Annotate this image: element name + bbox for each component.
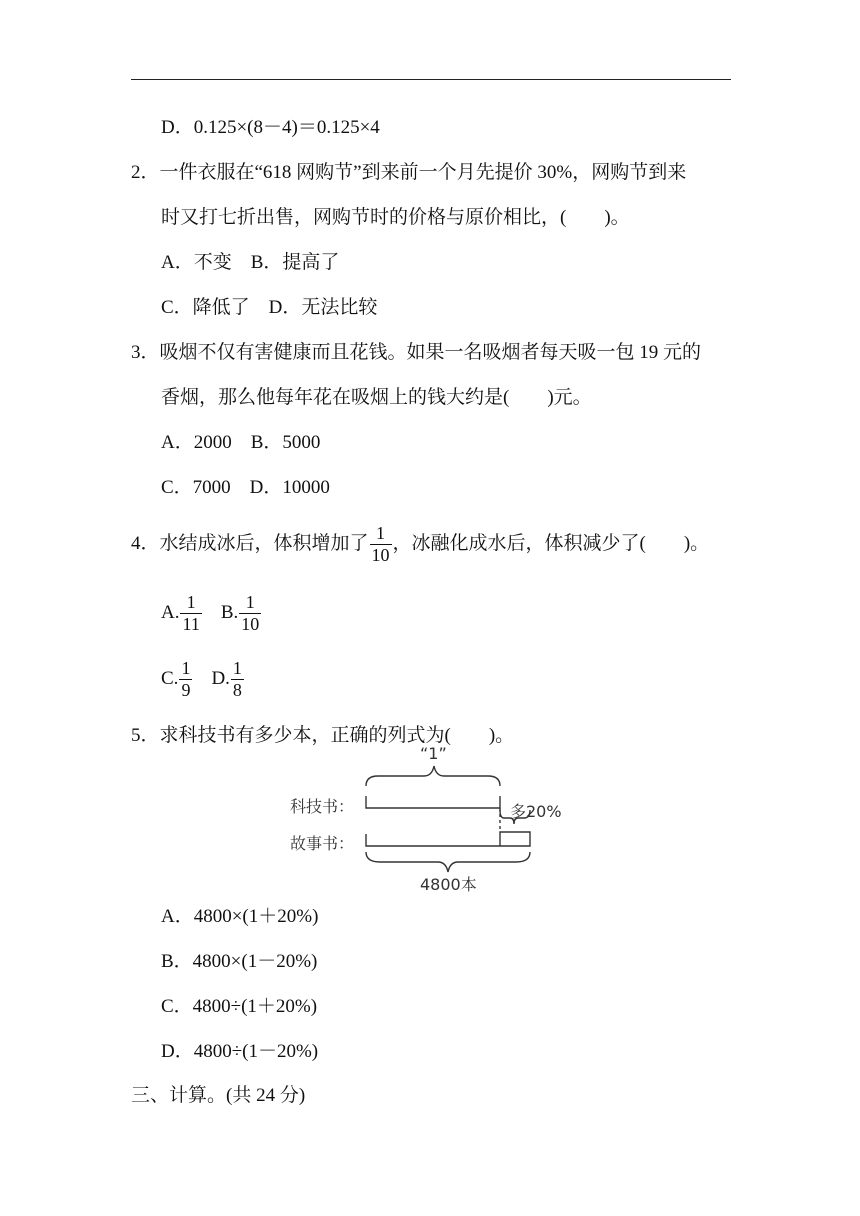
story-book-bar xyxy=(366,832,530,846)
q4-fraction xyxy=(370,523,392,566)
q4-option-c-fraction xyxy=(179,658,192,701)
section3-heading: 三、计算。(共 24 分) xyxy=(131,1085,306,1106)
q4-option-b-fraction xyxy=(239,592,261,635)
header-rule xyxy=(131,79,731,80)
q4-option-d-num: 1 xyxy=(232,658,242,679)
q3-options-row1: A．2000 B．5000 xyxy=(161,432,321,453)
q4-stem-before: 4．水结成冰后，体积增加了 xyxy=(131,533,369,554)
q4-option-a-num: 1 xyxy=(180,592,201,614)
q2-stem-line1: 2．一件衣服在“618 网购节”到来前一个月先提价 30%，网购节到来 xyxy=(131,162,687,183)
q5-option-d: D．4800÷(1－20%) xyxy=(161,1041,319,1062)
q4-option-c-label: C. xyxy=(161,668,179,689)
q4-options-row2 xyxy=(161,655,245,703)
q4-option-b-label: B. xyxy=(220,602,239,623)
q5-option-b: B．4800×(1－20%) xyxy=(161,951,318,972)
q2-options-row2: C．降低了 D．无法比较 xyxy=(161,297,378,318)
q4-option-b-num: 1 xyxy=(239,592,261,614)
q4-option-c-den: 9 xyxy=(181,680,191,701)
q3-options-row2: C．7000 D．10000 xyxy=(161,477,330,498)
top-brace xyxy=(366,766,500,786)
q4-option-d-den: 8 xyxy=(232,680,242,701)
diagram-row2-label: 故事书： xyxy=(290,834,355,853)
diagram-bottom-label: 4800本 xyxy=(420,875,477,894)
q3-stem-line2: 香烟，那么他每年花在吸烟上的钱大约是( )元。 xyxy=(161,387,592,408)
q5-option-a: A．4800×(1＋20%) xyxy=(161,906,319,927)
diagram-row1-label: 科技书： xyxy=(290,797,355,816)
bottom-brace xyxy=(366,852,530,872)
q4-option-a-fraction xyxy=(180,592,201,635)
q2-options-row1: A．不变 B．提高了 xyxy=(161,252,340,273)
q4-fraction-numerator: 1 xyxy=(370,523,392,545)
q5-option-c: C．4800÷(1＋20%) xyxy=(161,996,318,1017)
q3-stem-line1: 3．吸烟不仅有害健康而且花钱。如果一名吸烟者每天吸一包 19 元的 xyxy=(131,342,702,363)
q4-option-b-den: 10 xyxy=(241,614,260,635)
q5-line-segment-diagram xyxy=(288,744,578,897)
q1-option-d: D．0.125×(8－4)＝0.125×4 xyxy=(161,117,380,138)
q4-stem xyxy=(131,520,709,568)
science-book-bar xyxy=(366,796,500,808)
q4-options-row1 xyxy=(161,589,262,637)
q2-stem-line2: 时又打七折出售，网购节时的价格与原价相比，( )。 xyxy=(161,207,630,228)
q4-fraction-denominator: 10 xyxy=(371,545,390,566)
diagram-top-label: “1” xyxy=(420,744,447,763)
q4-option-c-num: 1 xyxy=(181,658,191,679)
q4-option-d-label: D. xyxy=(211,668,230,689)
q4-option-a-label: A. xyxy=(161,602,180,623)
q4-option-a-den: 11 xyxy=(182,614,200,635)
q5-stem: 5．求科技书有多少本，正确的列式为( )。 xyxy=(131,725,515,746)
q4-option-d-fraction xyxy=(231,658,244,701)
q4-stem-after: ，冰融化成水后，体积减少了( )。 xyxy=(392,533,710,554)
diagram-extra-label: 多20% xyxy=(510,802,562,821)
